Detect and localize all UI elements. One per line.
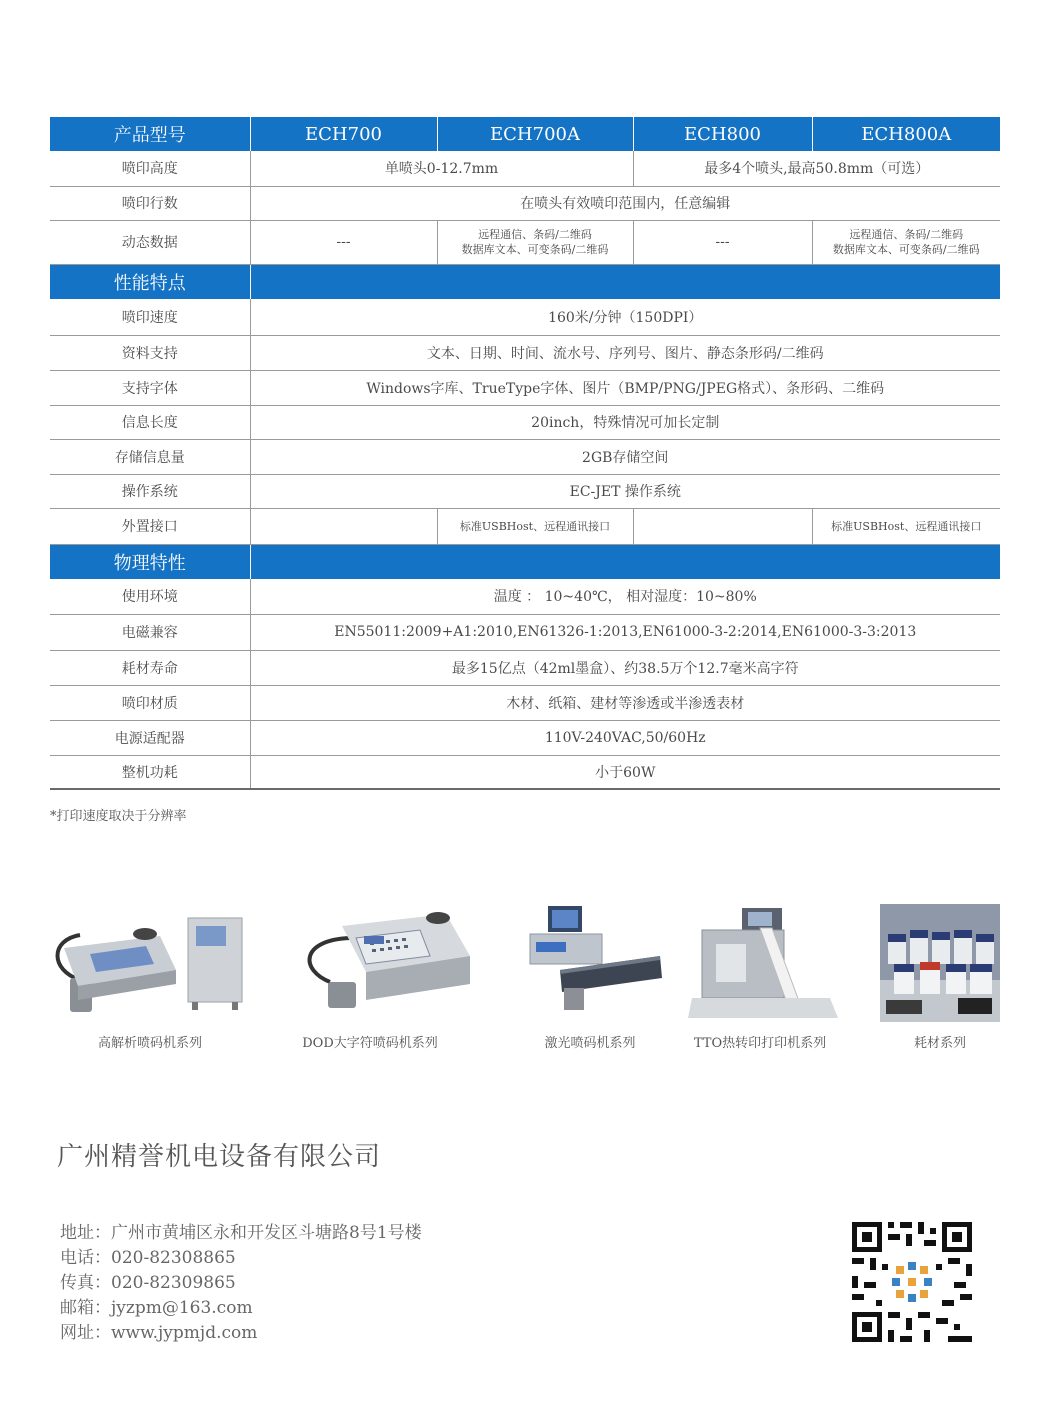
company-name: 广州精誉机电设备有限公司 <box>57 1142 382 1172</box>
section-header-physical <box>50 544 1000 579</box>
row-value-multiline <box>812 220 1000 264</box>
contact-info <box>60 1221 422 1346</box>
product-caption: 激光喷码机系列 <box>544 1036 636 1051</box>
row-label: 资料支持 <box>50 335 250 370</box>
row-label: 喷印行数 <box>50 186 250 220</box>
table-row <box>50 755 1000 789</box>
table-row <box>50 579 1000 614</box>
row-value: EN55011:2009+A1:2010,EN61326-1:2013,EN61000-3-2:2014,EN61000-3-3:2013 <box>250 614 1000 650</box>
row-label: 存储信息量 <box>50 439 250 474</box>
model-ech700: ECH700 <box>250 117 437 151</box>
section-header-performance <box>50 264 1000 299</box>
table-row <box>50 405 1000 439</box>
row-value: 小于60W <box>250 755 1000 789</box>
table-row <box>50 474 1000 508</box>
row-value-line: 数据库文本、可变条码/二维码 <box>832 243 980 256</box>
row-label: 电磁兼容 <box>50 614 250 650</box>
row-value <box>633 508 812 544</box>
row-label: 使用环境 <box>50 579 250 614</box>
table-row <box>50 220 1000 264</box>
row-value-multiline <box>437 220 633 264</box>
product-caption: 耗材系列 <box>913 1036 966 1051</box>
product-item <box>510 900 670 1051</box>
fax: 传真：020-82309865 <box>60 1273 236 1293</box>
consumables-image <box>880 900 1000 1022</box>
row-label: 喷印高度 <box>50 151 250 186</box>
product-item <box>50 900 250 1051</box>
dod-printer-image <box>270 900 470 1022</box>
table-row <box>50 439 1000 474</box>
row-label: 电源适配器 <box>50 720 250 755</box>
row-value-line: 数据库文本、可变条码/二维码 <box>461 243 609 256</box>
product-item <box>680 900 840 1051</box>
table-row <box>50 650 1000 685</box>
table-row <box>50 335 1000 370</box>
row-value: 2GB存储空间 <box>250 439 1000 474</box>
model-label: 产品型号 <box>50 117 250 151</box>
row-label: 喷印材质 <box>50 685 250 720</box>
row-label: 动态数据 <box>50 220 250 264</box>
table-header-row <box>50 117 1000 151</box>
footnote: *打印速度取决于分辨率 <box>50 809 187 824</box>
table-row <box>50 685 1000 720</box>
row-value: 最多15亿点（42ml墨盒）、约38.5万个12.7毫米高字符 <box>250 650 1000 685</box>
table-row <box>50 614 1000 650</box>
row-value: 木材、纸箱、建材等渗透或半渗透表材 <box>250 685 1000 720</box>
row-value: 标准USBHost、远程通讯接口 <box>812 508 1000 544</box>
table-row <box>50 186 1000 220</box>
website: 网址：www.jypmjd.com <box>60 1323 258 1343</box>
row-value <box>250 508 437 544</box>
row-value: 20inch，特殊情况可加长定制 <box>250 405 1000 439</box>
row-value: 在喷头有效喷印范围内，任意编辑 <box>250 186 1000 220</box>
row-value: 文本、日期、时间、流水号、序列号、图片、静态条形码/二维码 <box>250 335 1000 370</box>
table-row <box>50 299 1000 335</box>
row-label: 信息长度 <box>50 405 250 439</box>
model-ech800: ECH800 <box>633 117 812 151</box>
row-value-line: 远程通信、条码/二维码 <box>478 228 592 241</box>
table-row <box>50 508 1000 544</box>
row-value: 单喷头0-12.7mm <box>250 151 633 186</box>
email: 邮箱：jyzpm@163.com <box>60 1298 253 1318</box>
product-item <box>880 900 1000 1051</box>
model-ech700a: ECH700A <box>437 117 633 151</box>
section-title: 物理特性 <box>50 544 250 579</box>
laser-marker-image <box>510 900 670 1022</box>
product-caption: DOD大字符喷码机系列 <box>302 1036 438 1051</box>
row-label: 整机功耗 <box>50 755 250 789</box>
spec-table <box>50 117 1000 790</box>
section-fill <box>250 264 1000 299</box>
tto-printer-image <box>680 900 840 1022</box>
row-value: --- <box>250 220 437 264</box>
cij-printer-image <box>50 900 250 1022</box>
row-label: 支持字体 <box>50 370 250 405</box>
row-value: 110V-240VAC,50/60Hz <box>250 720 1000 755</box>
section-title: 性能特点 <box>50 264 250 299</box>
row-value: Windows字库、TrueType字体、图片（BMP/PNG/JPEG格式）、条形码、二维码 <box>250 370 1000 405</box>
row-value: 最多4个喷头,最高50.8mm（可选） <box>633 151 1000 186</box>
row-label: 外置接口 <box>50 508 250 544</box>
product-gallery <box>40 900 1010 1060</box>
row-label: 操作系统 <box>50 474 250 508</box>
product-caption: TTO热转印打印机系列 <box>693 1036 827 1051</box>
qr-code-icon <box>852 1222 972 1342</box>
row-label: 耗材寿命 <box>50 650 250 685</box>
row-value-line: 远程通信、条码/二维码 <box>849 228 964 241</box>
row-value: 温度 ： 10~40℃， 相对湿度：10~80% <box>250 579 1000 614</box>
row-label: 喷印速度 <box>50 299 250 335</box>
phone: 电话：020-82308865 <box>60 1248 236 1268</box>
row-value: 160米/分钟（150DPI） <box>250 299 1000 335</box>
row-value: EC-JET 操作系统 <box>250 474 1000 508</box>
model-ech800a: ECH800A <box>812 117 1000 151</box>
product-caption: 高解析喷码机系列 <box>97 1036 202 1051</box>
row-value: 标准USBHost、远程通讯接口 <box>437 508 633 544</box>
row-value: --- <box>633 220 812 264</box>
table-row <box>50 370 1000 405</box>
product-item <box>270 900 470 1051</box>
section-fill <box>250 544 1000 579</box>
table-row <box>50 151 1000 186</box>
address: 地址：广州市黄埔区永和开发区斗塘路8号1号楼 <box>60 1223 422 1243</box>
table-row <box>50 720 1000 755</box>
